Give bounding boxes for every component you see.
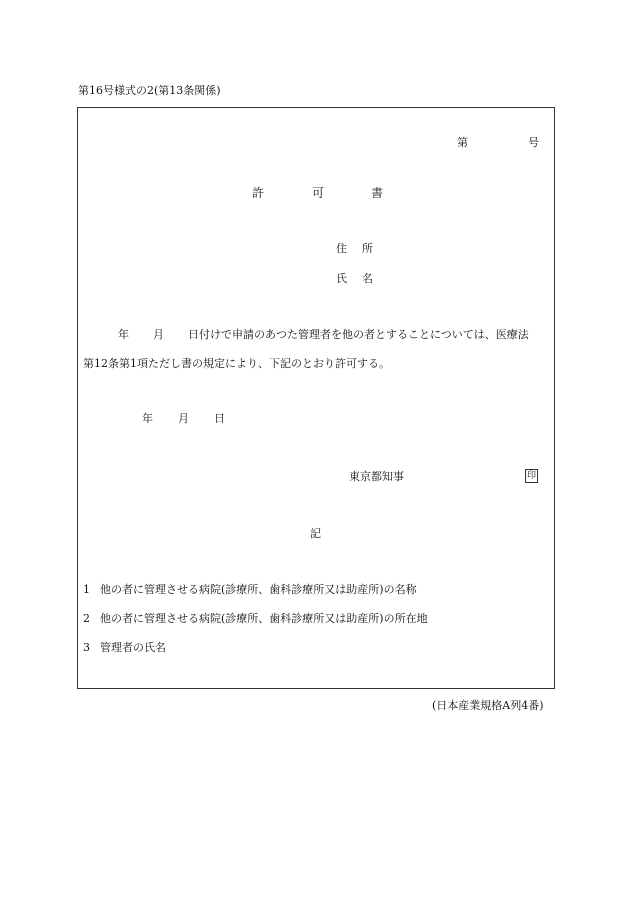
body-year: 年	[118, 328, 129, 341]
item-number: 2	[83, 612, 90, 625]
list-item	[83, 584, 417, 595]
list-item	[83, 642, 166, 653]
title-char-3: 書	[371, 186, 384, 200]
number-prefix: 第	[457, 136, 468, 149]
date-month: 月	[178, 412, 189, 425]
issuer-governor: 東京都知事	[349, 470, 404, 483]
number-suffix: 号	[528, 136, 539, 149]
date-year: 年	[142, 412, 153, 425]
title-char-2: 可	[312, 186, 325, 200]
address-label-char-2: 所	[362, 242, 373, 255]
body-line-1-text: 日付けで申請のあつた管理者を他の者とすることについては、医療法	[188, 328, 529, 341]
name-label-char-2: 名	[362, 272, 373, 285]
body-line-2: 第12条第1項ただし書の規定により、下記のとおり許可する。	[83, 357, 390, 370]
date-day: 日	[214, 412, 225, 425]
form-label: 第16号様式の2(第13条関係)	[78, 84, 221, 97]
name-label-char-1: 氏	[336, 272, 347, 285]
list-item	[83, 613, 428, 624]
body-line-1	[118, 329, 529, 340]
issue-date	[142, 413, 225, 424]
item-text: 管理者の氏名	[100, 641, 166, 654]
ki-heading: 記	[310, 527, 321, 540]
title-char-1: 許	[252, 186, 265, 200]
item-text: 他の者に管理させる病院(診療所、歯科診療所又は助産所)の名称	[100, 583, 417, 596]
body-month: 月	[153, 328, 164, 341]
item-text: 他の者に管理させる病院(診療所、歯科診療所又は助産所)の所在地	[100, 612, 428, 625]
item-number: 1	[83, 583, 90, 596]
address-label-char-1: 住	[336, 242, 347, 255]
item-number: 3	[83, 641, 90, 654]
paper-size-note: (日本産業規格A列4番)	[432, 699, 544, 712]
seal-stamp: 印	[526, 471, 536, 481]
